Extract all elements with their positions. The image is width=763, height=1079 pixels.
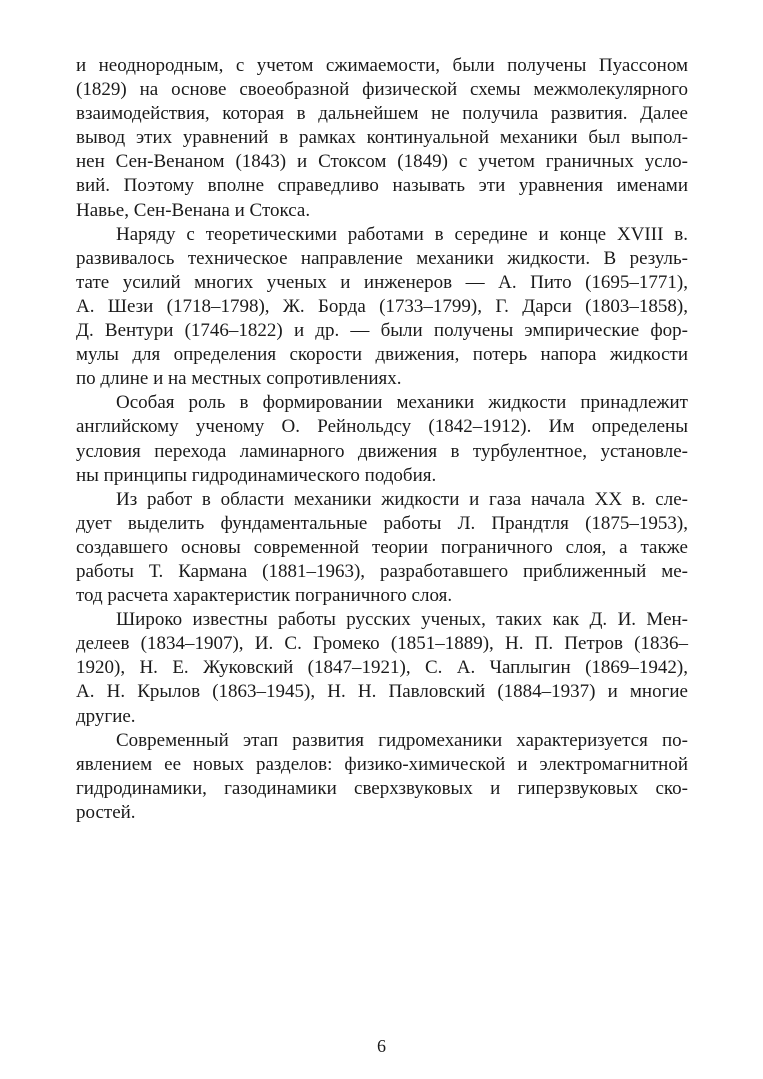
- text-line: дует выделить фундаментальные работы Л. Прандтля (1875–1953),: [76, 512, 688, 534]
- text-line: развивалось техническое направление механики жидкости. В резуль-: [76, 247, 688, 269]
- text-line: явлением ее новых разделов: физико-химической и электромагнитной: [76, 753, 688, 775]
- text-line: Современный этап развития гидромеханики характеризуется по-: [116, 729, 688, 751]
- text-line: условия перехода ламинарного движения в турбулентное, установле-: [76, 440, 688, 462]
- paragraph-modern-stage: [76, 729, 688, 825]
- text-line: тате усилий многих ученых и инженеров — А. Пито (1695–1771),: [76, 271, 688, 293]
- paragraph-prandtl-karman: [76, 488, 688, 608]
- paragraph-technical-direction: [76, 223, 688, 392]
- text-line: и неоднородным, с учетом сжимаемости, были получены Пуассоном: [76, 55, 688, 76]
- body-text: [76, 54, 688, 825]
- text-line: по длине и на местных сопротивлениях.: [76, 368, 402, 390]
- text-line: 1920), Н. Е. Жуковский (1847–1921), С. А. Чаплыгин (1869–1942),: [76, 657, 688, 679]
- text-line: Наряду с теоретическими работами в середине и конце XVIII в.: [116, 223, 688, 245]
- text-line: Широко известны работы русских ученых, таких как Д. И. Мен-: [116, 609, 688, 631]
- text-line: английскому ученому О. Рейнольдсу (1842–1912). Им определены: [76, 416, 688, 438]
- text-line: тод расчета характеристик пограничного слоя.: [76, 585, 453, 607]
- text-line: нен Сен-Венаном (1843) и Стоксом (1849) с учетом граничных усло-: [76, 151, 688, 173]
- text-line: ростей.: [76, 801, 136, 823]
- text-line: другие.: [76, 705, 136, 727]
- text-line: мулы для определения скорости движения, потерь напора жидкости: [76, 344, 688, 366]
- text-line: гидродинамики, газодинамики сверхзвуковых и гиперзвуковых ско-: [76, 777, 688, 799]
- paragraph-reynolds: [76, 391, 688, 487]
- text-line: А. Н. Крылов (1863–1945), Н. Н. Павловский (1884–1937) и многие: [76, 681, 688, 703]
- text-line: вывод этих уравнений в рамках континуальной механики был выпол-: [76, 127, 688, 149]
- text-line: Навье, Сен-Венана и Стокса.: [76, 199, 311, 221]
- paragraph-russian-scientists: [76, 608, 688, 728]
- text-line: создавшего основы современной теории пограничного слоя, а также: [76, 536, 688, 558]
- text-line: взаимодействия, которая в дальнейшем не получила развития. Далее: [76, 103, 688, 125]
- page-number: 6: [377, 1036, 386, 1056]
- text-line: А. Шези (1718–1798), Ж. Борда (1733–1799), Г. Дарси (1803–1858),: [76, 295, 688, 317]
- text-line: (1829) на основе своеобразной физической схемы межмолекулярного: [76, 79, 688, 101]
- paragraph-navier-stokes: [76, 54, 688, 223]
- text-line: делеев (1834–1907), И. С. Громеко (1851–1889), Н. П. Петров (1836–: [76, 633, 688, 655]
- text-line: Особая роль в формировании механики жидкости принадлежит: [116, 392, 688, 414]
- text-line: Д. Вентури (1746–1822) и др. — были получены эмпирические фор-: [76, 320, 688, 342]
- text-line: вий. Поэтому вполне справедливо называть эти уравнения именами: [76, 175, 688, 197]
- text-line: Из работ в области механики жидкости и газа начала XX в. сле-: [116, 488, 688, 510]
- text-line: работы Т. Кармана (1881–1963), разработавшего приближенный ме-: [76, 560, 688, 582]
- text-line: ны принципы гидродинамического подобия.: [76, 464, 437, 486]
